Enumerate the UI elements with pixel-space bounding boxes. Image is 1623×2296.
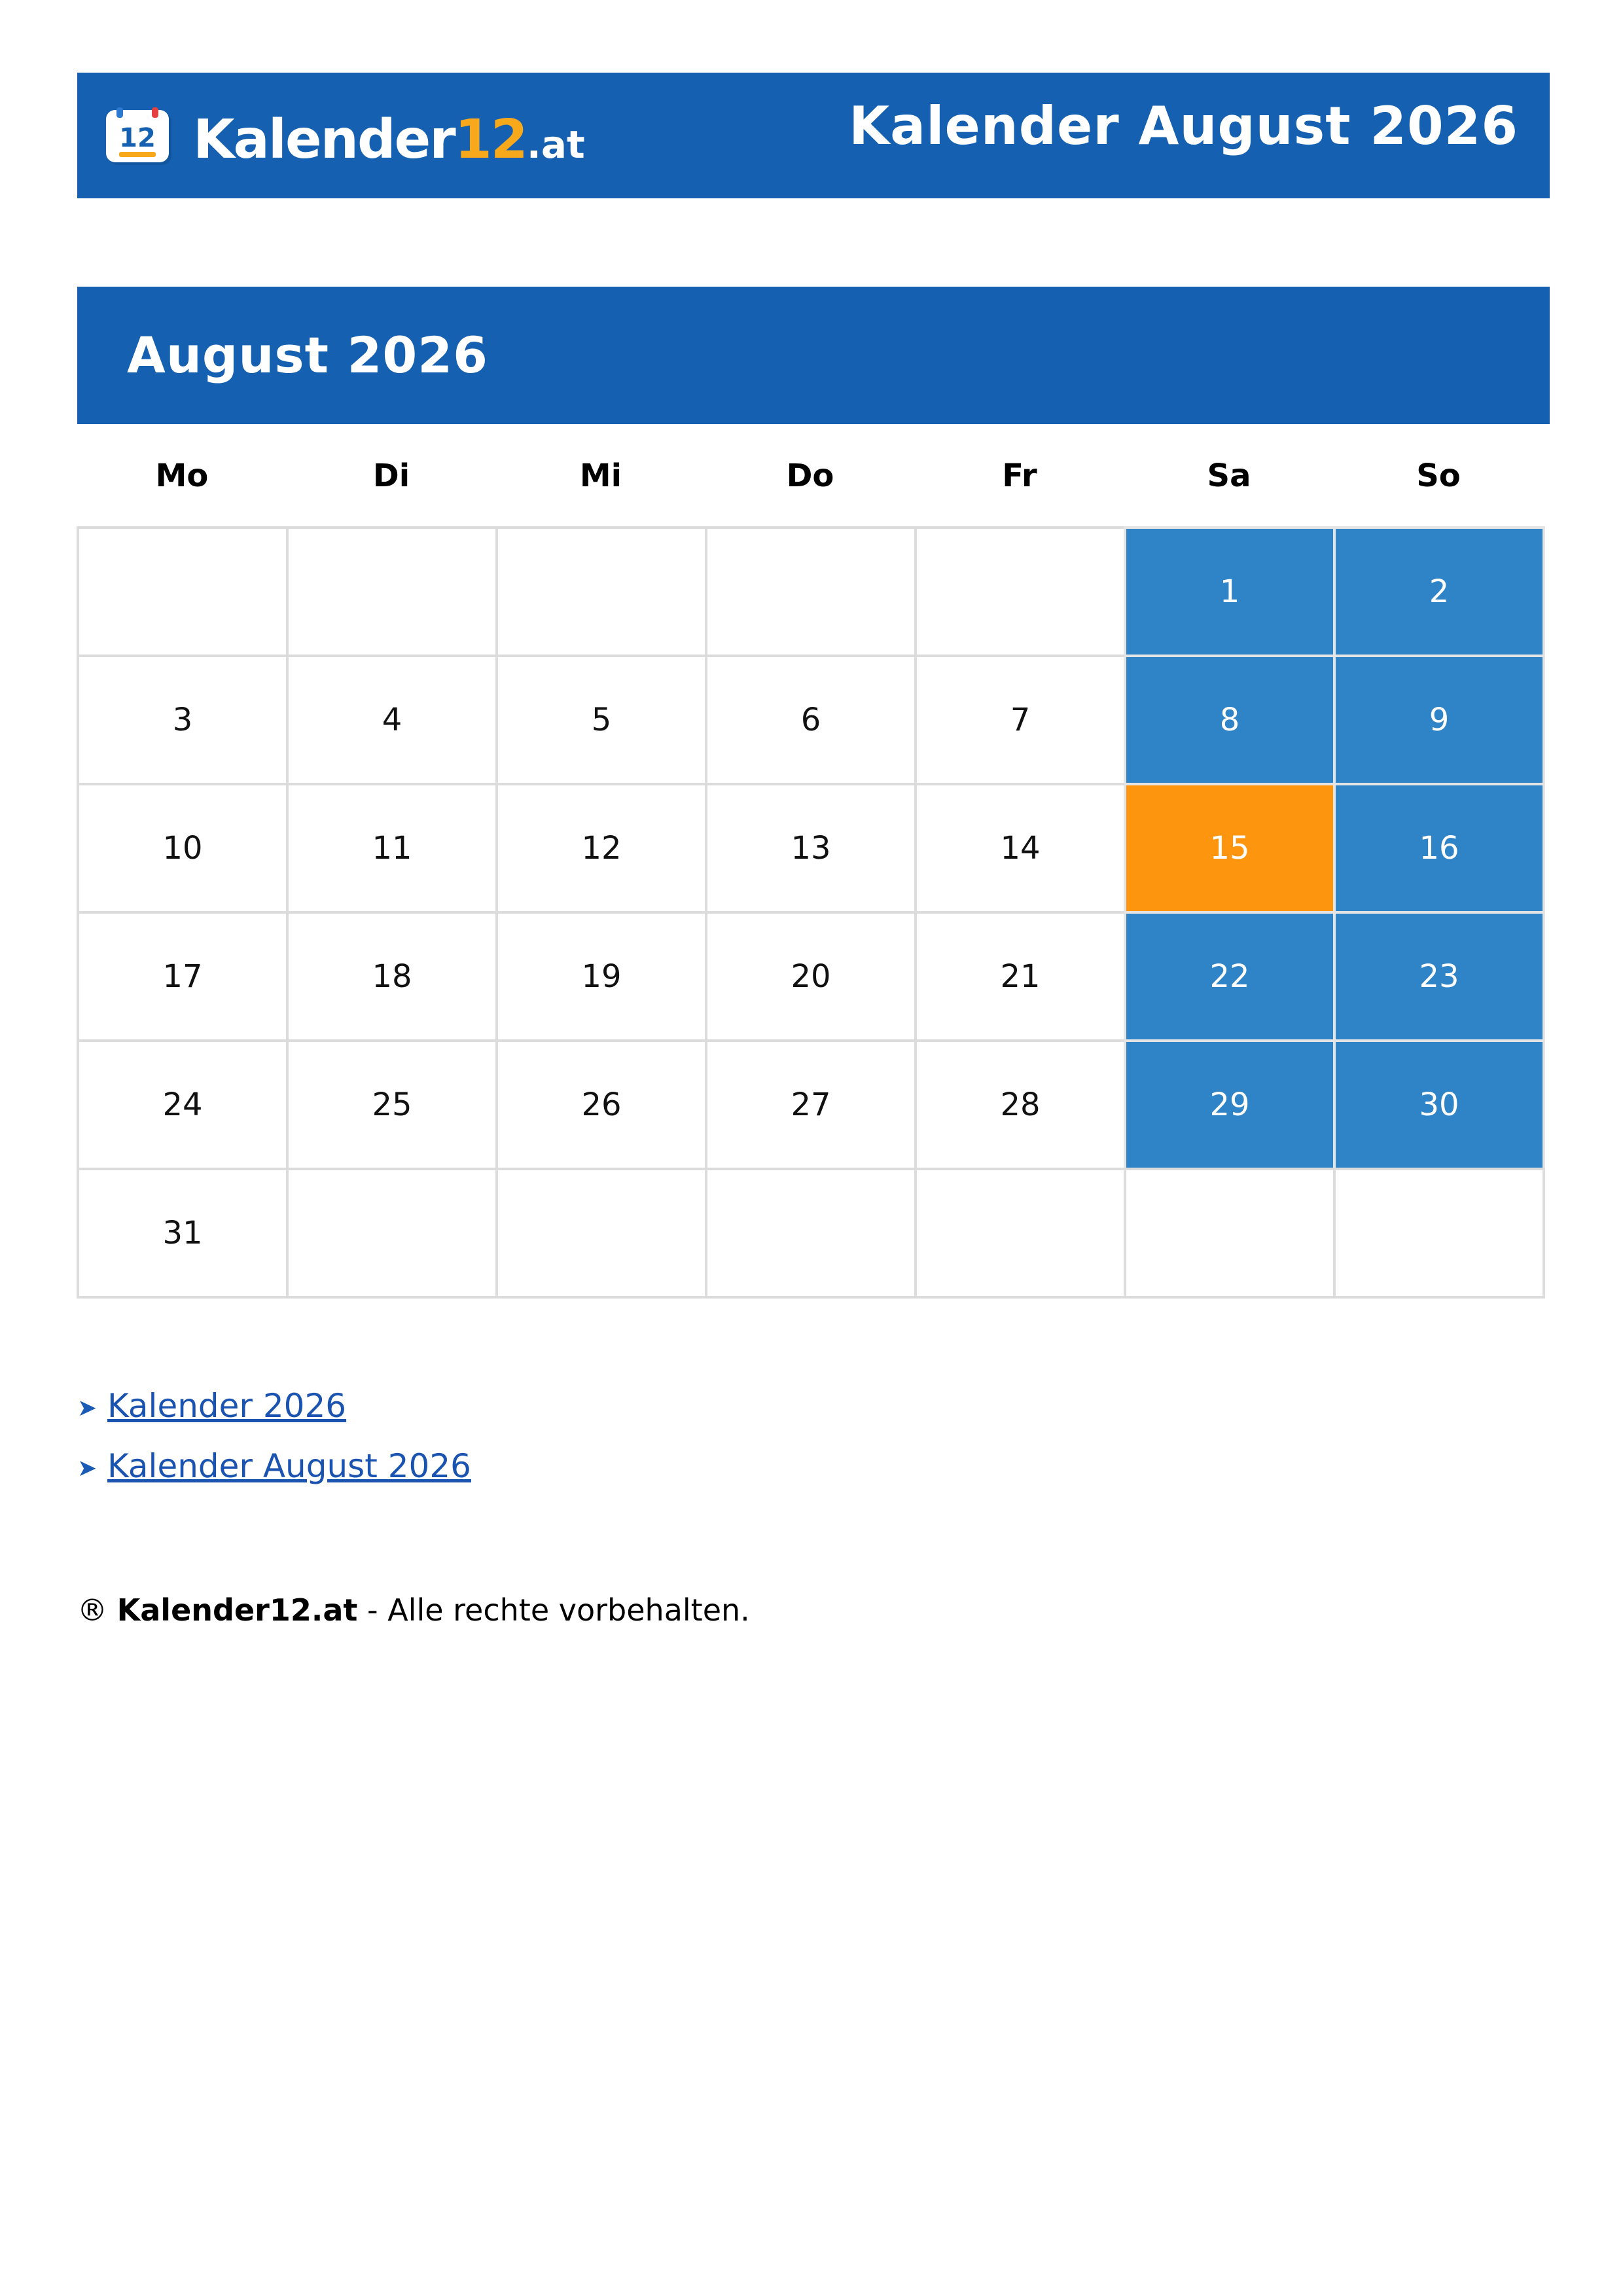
calendar-empty-cell (705, 526, 917, 657)
calendar-day-27[interactable]: 27 (705, 1039, 917, 1170)
calendar-empty-cell (495, 526, 707, 657)
calendar-day-24[interactable]: 24 (77, 1039, 289, 1170)
calendar-logo-icon (105, 107, 175, 166)
calendar-day-11[interactable]: 11 (286, 783, 498, 914)
calendar-day-12[interactable]: 12 (495, 783, 707, 914)
weekday-header-row (77, 449, 1543, 503)
calendar-day-19[interactable]: 19 (495, 911, 707, 1042)
calendar-day-9[interactable]: 9 (1333, 655, 1545, 785)
calendar-empty-cell (914, 1168, 1126, 1299)
calendar-day-21[interactable]: 21 (914, 911, 1126, 1042)
link-row (77, 1440, 993, 1500)
calendar-day-25[interactable]: 25 (286, 1039, 498, 1170)
calendar-empty-cell (286, 526, 498, 657)
page-title: Kalender August 2026 (849, 96, 1518, 156)
calendar-day-13[interactable]: 13 (705, 783, 917, 914)
weekday-fr: Fr (1002, 457, 1037, 494)
month-title: August 2026 (127, 326, 488, 384)
calendar-empty-cell (914, 526, 1126, 657)
calendar-day-18[interactable]: 18 (286, 911, 498, 1042)
month-header (77, 287, 1550, 424)
calendar-grid (77, 526, 1543, 1299)
calendar-day-20[interactable]: 20 (705, 911, 917, 1042)
weekday-sa: Sa (1207, 457, 1251, 494)
logo-number: 12 (454, 109, 527, 171)
logo-wordmark (193, 107, 585, 173)
calendar-day-3[interactable]: 3 (77, 655, 289, 785)
calendar-day-16[interactable]: 16 (1333, 783, 1545, 914)
weekday-mo: Mo (155, 457, 209, 494)
calendar-day-8[interactable]: 8 (1124, 655, 1336, 785)
calendar-empty-cell (77, 526, 289, 657)
calendar-day-31[interactable]: 31 (77, 1168, 289, 1299)
link-kalender-2026[interactable]: Kalender 2026 (107, 1387, 347, 1425)
calendar-day-1[interactable]: 1 (1124, 526, 1336, 657)
related-links (77, 1380, 993, 1500)
arrow-right-icon: ➤ (77, 1394, 98, 1422)
calendar-empty-cell (495, 1168, 707, 1299)
weekday-mi: Mi (579, 457, 622, 494)
link-kalender-august-2026[interactable]: Kalender August 2026 (107, 1447, 471, 1485)
footer-text: - Alle rechte vorbehalten. (366, 1592, 750, 1628)
logo-name: Kalender (193, 109, 455, 171)
footer (77, 1584, 750, 1636)
calendar-empty-cell (705, 1168, 917, 1299)
calendar-day-26[interactable]: 26 (495, 1039, 707, 1170)
logo-tld: .at (526, 122, 585, 167)
calendar-day-30[interactable]: 30 (1333, 1039, 1545, 1170)
calendar-day-6[interactable]: 6 (705, 655, 917, 785)
calendar-day-4[interactable]: 4 (286, 655, 498, 785)
calendar-day-22[interactable]: 22 (1124, 911, 1336, 1042)
calendar-day-2[interactable]: 2 (1333, 526, 1545, 657)
site-logo[interactable] (105, 107, 585, 173)
header-bar (77, 73, 1550, 198)
calendar-day-17[interactable]: 17 (77, 911, 289, 1042)
weekday-so: So (1416, 457, 1461, 494)
calendar-day-14[interactable]: 14 (914, 783, 1126, 914)
calendar-day-23[interactable]: 23 (1333, 911, 1545, 1042)
arrow-right-icon: ➤ (77, 1454, 98, 1482)
calendar-empty-cell (1333, 1168, 1545, 1299)
calendar-day-10[interactable]: 10 (77, 783, 289, 914)
link-row (77, 1380, 993, 1440)
weekday-do: Do (786, 457, 834, 494)
logo-badge-number: 12 (119, 123, 156, 153)
calendar-day-7[interactable]: 7 (914, 655, 1126, 785)
calendar-day-28[interactable]: 28 (914, 1039, 1126, 1170)
registered-symbol: ® (77, 1592, 107, 1628)
footer-brand: Kalender12.at (116, 1592, 358, 1628)
calendar-day-29[interactable]: 29 (1124, 1039, 1336, 1170)
calendar-day-5[interactable]: 5 (495, 655, 707, 785)
calendar-empty-cell (286, 1168, 498, 1299)
calendar-day-15[interactable]: 15 (1124, 783, 1336, 914)
weekday-di: Di (372, 457, 410, 494)
calendar-empty-cell (1124, 1168, 1336, 1299)
